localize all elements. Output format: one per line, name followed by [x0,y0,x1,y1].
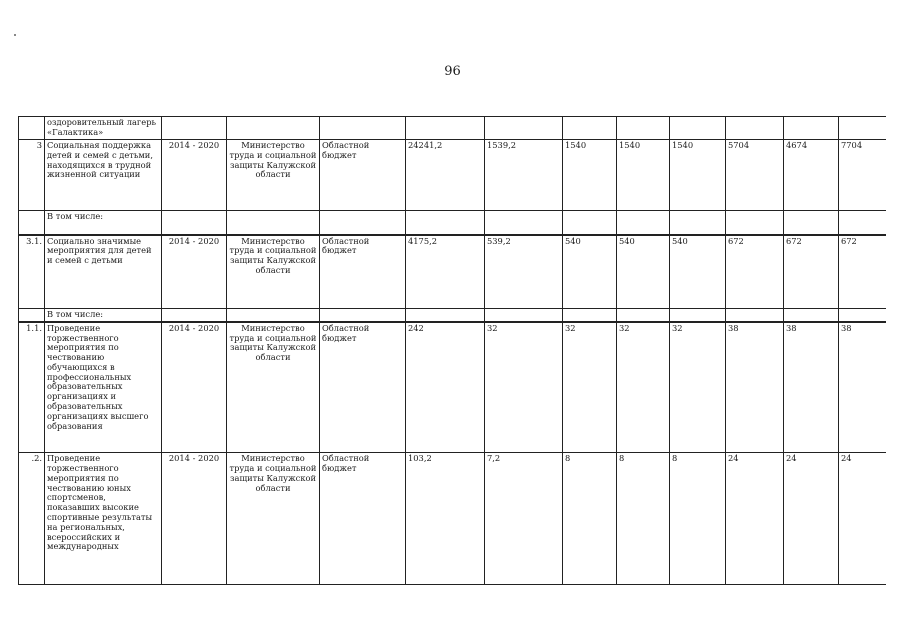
period: 2014 - 2020 [162,235,227,309]
row-number: 3.1. [19,235,45,309]
value-2015: 540 [563,235,617,309]
executor: Министерство труда и социальной защиты Калужской области [227,453,320,585]
value-2017: 1540 [670,140,726,211]
value-2016 [617,117,670,140]
funding-source: Областной бюджет [320,235,406,309]
value-2020: 38 [839,322,886,453]
value-2015 [563,117,617,140]
funding-source: Областной бюджет [320,140,406,211]
table-row [19,309,886,322]
value-2019 [784,309,839,322]
value-2020 [839,117,886,140]
value-2018: 24 [726,453,784,585]
period: 2014 - 2020 [162,322,227,453]
value-2017 [670,211,726,235]
value-total [406,117,485,140]
row-number [19,117,45,140]
funding-source: Областной бюджет [320,453,406,585]
value-2018 [726,211,784,235]
value-2020: 672 [839,235,886,309]
executor: Министерство труда и социальной защиты Калужской области [227,235,320,309]
activity-name: В том числе: [45,309,162,322]
executor [227,117,320,140]
row-number [19,211,45,235]
value-2015 [563,309,617,322]
value-2017 [670,117,726,140]
value-2014 [485,211,563,235]
row-number [19,309,45,322]
value-total: 4175,2 [406,235,485,309]
value-2016: 32 [617,322,670,453]
value-2019 [784,117,839,140]
period: 2014 - 2020 [162,140,227,211]
value-2018: 672 [726,235,784,309]
value-2014: 32 [485,322,563,453]
value-total: 242 [406,322,485,453]
value-total: 24241,2 [406,140,485,211]
value-2015 [563,211,617,235]
row-number: 3 [19,140,45,211]
funding-source [320,117,406,140]
period: 2014 - 2020 [162,453,227,585]
activity-name: оздоровительный лагерь «Галактика» [45,117,162,140]
value-2014: 539,2 [485,235,563,309]
period [162,117,227,140]
value-2016: 1540 [617,140,670,211]
value-total [406,309,485,322]
value-2019: 38 [784,322,839,453]
value-2015: 1540 [563,140,617,211]
budget-table [18,116,886,585]
value-2020 [839,309,886,322]
funding-source [320,211,406,235]
funding-source: Областной бюджет [320,322,406,453]
value-2014 [485,117,563,140]
value-2017 [670,309,726,322]
value-2015: 32 [563,322,617,453]
funding-source [320,309,406,322]
executor: Министерство труда и социальной защиты Калужской области [227,140,320,211]
value-2016: 540 [617,235,670,309]
table-row [19,211,886,235]
executor: Министерство труда и социальной защиты Калужской области [227,322,320,453]
value-2020: 7704 [839,140,886,211]
value-2017: 8 [670,453,726,585]
value-2018: 38 [726,322,784,453]
value-2016 [617,211,670,235]
page-number: 96 [444,64,461,79]
value-2015: 8 [563,453,617,585]
activity-name: Проведение торжественного мероприятия по чествованию юных спортсменов, показавших высокие спортивные результаты на региональных, всероссийских и международных [45,453,162,585]
value-2019 [784,211,839,235]
table-row [19,235,886,309]
activity-name: Проведение торжественного мероприятия по чествованию обучающихся в профессиональных образовательных организациях и образовательных организациях высшего образования [45,322,162,453]
period [162,309,227,322]
value-2018: 5704 [726,140,784,211]
table-row [19,117,886,140]
table-row [19,322,886,453]
row-number: .2. [19,453,45,585]
value-2018 [726,309,784,322]
value-2017: 32 [670,322,726,453]
value-2017: 540 [670,235,726,309]
value-2020 [839,211,886,235]
period [162,211,227,235]
activity-name: В том числе: [45,211,162,235]
row-number: 1.1. [19,322,45,453]
value-2018 [726,117,784,140]
value-2014: 1539,2 [485,140,563,211]
value-2016: 8 [617,453,670,585]
table-row [19,453,886,585]
table-row [19,140,886,211]
value-2019: 672 [784,235,839,309]
value-2014: 7,2 [485,453,563,585]
value-total [406,211,485,235]
value-2019: 24 [784,453,839,585]
activity-name: Социально значимые мероприятия для детей и семей с детьми [45,235,162,309]
executor [227,309,320,322]
activity-name: Социальная поддержка детей и семей с детьми, находящихся в трудной жизненной ситуации [45,140,162,211]
executor [227,211,320,235]
value-2016 [617,309,670,322]
value-2020: 24 [839,453,886,585]
value-2019: 4674 [784,140,839,211]
value-total: 103,2 [406,453,485,585]
scan-speck [14,34,16,36]
value-2014 [485,309,563,322]
